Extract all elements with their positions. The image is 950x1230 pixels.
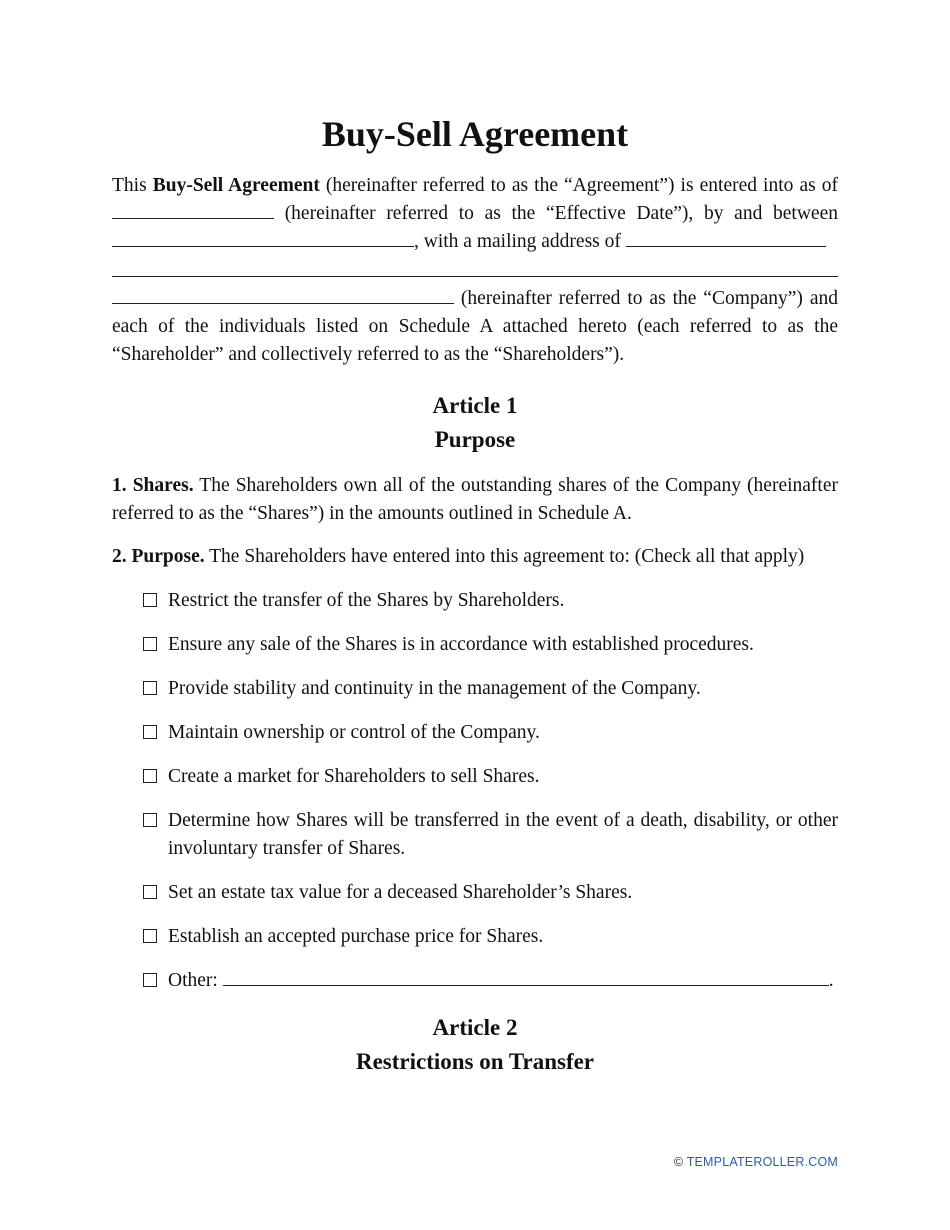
checklist-item-other: Other: .	[142, 967, 838, 995]
purpose-checklist	[142, 587, 838, 995]
checklist-item: Determine how Shares will be transferred in the event of a death, disability, or other involuntary transfer of Shares.	[142, 807, 838, 863]
intro-text: , with a mailing address of	[414, 231, 626, 252]
checkbox[interactable]	[143, 769, 157, 783]
mailing-address-field[interactable]	[626, 228, 826, 247]
checklist-item: Provide stability and continuity in the management of the Company.	[142, 675, 838, 703]
footer-credit[interactable]	[674, 1155, 838, 1169]
checklist-item: Set an estate tax value for a deceased Shareholder’s Shares.	[142, 879, 838, 907]
intro-text: This	[112, 175, 153, 196]
intro-bold-title: Buy-Sell Agreement	[152, 175, 320, 196]
document-page	[112, 110, 838, 1094]
section-text: The Shareholders have entered into this agreement to: (Check all that apply)	[204, 546, 805, 567]
checkbox[interactable]	[143, 725, 157, 739]
checklist-item: Ensure any sale of the Shares is in accordance with established procedures.	[142, 631, 838, 659]
checkbox[interactable]	[143, 929, 157, 943]
company-name-field[interactable]	[112, 228, 414, 247]
intro-text: (hereinafter referred to as the “Agreement”) is entered into as of	[319, 175, 838, 196]
document-title: Buy-Sell Agreement	[321, 114, 629, 154]
effective-date-field[interactable]	[112, 200, 274, 219]
section-label: 1. Shares.	[112, 475, 194, 496]
intro-text: (hereinafter referred to as the “Company”) and each of the individuals listed on Schedule A attached hereto (each referred to as the “Shareholder” and collectively referred to as the “Shareholders”).	[112, 288, 838, 365]
intro-paragraph-continued	[112, 285, 838, 369]
checkbox[interactable]	[143, 813, 157, 827]
checkbox[interactable]	[143, 973, 157, 987]
article-number: Article 1	[432, 393, 518, 418]
article-1-heading	[112, 389, 838, 457]
copyright-symbol: ©	[673, 1155, 684, 1169]
mailing-address-field-line2[interactable]	[112, 256, 838, 277]
checkbox[interactable]	[143, 681, 157, 695]
footer-site-link[interactable]: TEMPLATEROLLER.COM	[686, 1155, 838, 1169]
intro-paragraph	[112, 172, 838, 256]
checklist-item: Maintain ownership or control of the Company.	[142, 719, 838, 747]
other-label: Other:	[168, 970, 223, 991]
checkbox[interactable]	[143, 885, 157, 899]
article-title: Purpose	[434, 427, 516, 452]
intro-text: (hereinafter referred to as the “Effective Date”), by and between	[274, 203, 838, 224]
checklist-item: Establish an accepted purchase price for Shares.	[142, 923, 838, 951]
checkbox[interactable]	[143, 637, 157, 651]
other-field[interactable]	[223, 967, 829, 986]
article-number: Article 2	[432, 1015, 518, 1040]
article-2-heading	[112, 1011, 838, 1079]
checklist-item: Create a market for Shareholders to sell Shares.	[142, 763, 838, 791]
section-purpose	[112, 543, 838, 571]
section-text: The Shareholders own all of the outstanding shares of the Company (hereinafter referred to as the “Shares”) in the amounts outlined in Schedule A.	[112, 475, 838, 524]
checklist-item: Restrict the transfer of the Shares by Shareholders.	[142, 587, 838, 615]
article-title: Restrictions on Transfer	[355, 1049, 595, 1074]
checkbox[interactable]	[143, 593, 157, 607]
mailing-address-field-line3[interactable]	[112, 285, 454, 304]
section-shares	[112, 472, 838, 528]
section-label: 2. Purpose.	[112, 546, 205, 567]
